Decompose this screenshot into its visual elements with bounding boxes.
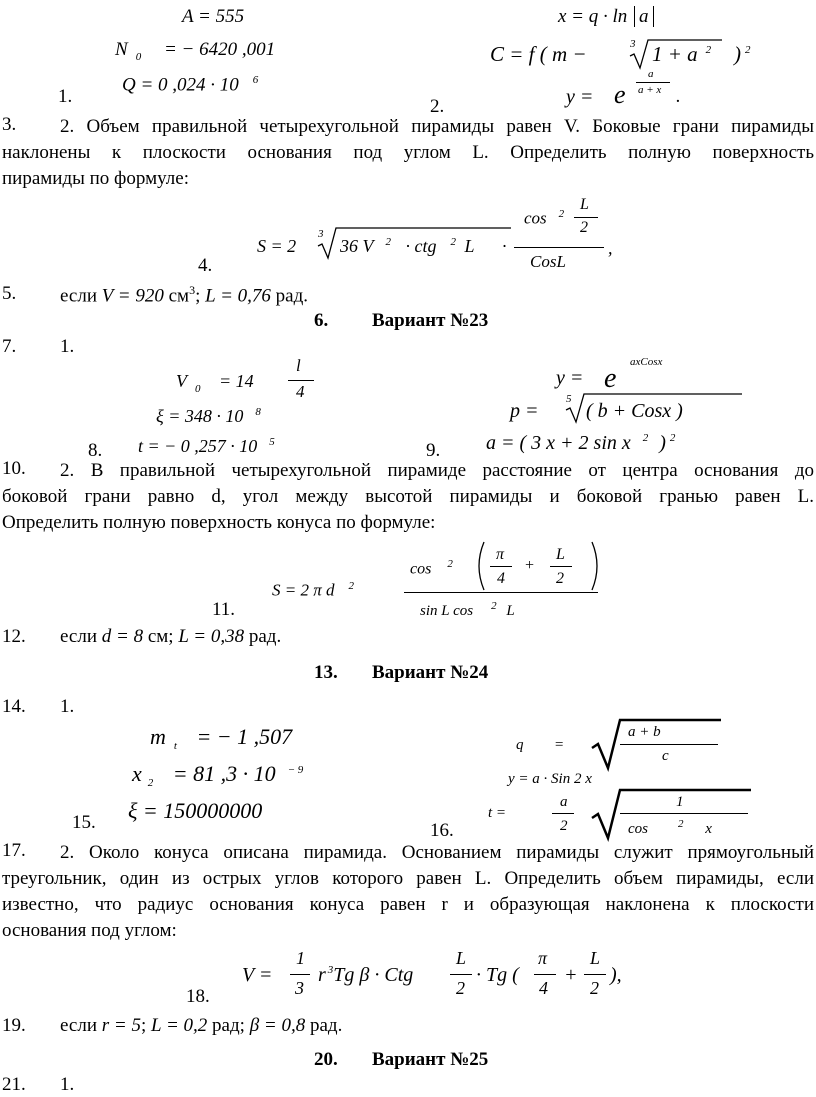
formula-N-var: N	[115, 39, 128, 60]
formula-t2-rden-exp: 2	[678, 818, 684, 830]
formula-V-plus: +	[564, 964, 578, 986]
condition-unit: см	[163, 285, 190, 307]
paragraph-task	[2, 840, 814, 944]
paragraph-line: треугольник, один из острых углов которого равен L. Определить объем пирамиды, если	[2, 868, 814, 889]
formula-C-radicand-exp: 2	[705, 44, 712, 56]
formula-S-num-cos: cos	[524, 208, 547, 228]
formula-t2-rden-cos: cos	[628, 821, 648, 837]
fraction-line	[450, 974, 472, 975]
formula-V0-eq: = 14	[219, 371, 254, 391]
formula-S2-num-cos: cos	[410, 560, 432, 578]
formula-q-eq: =	[554, 737, 565, 753]
formula-S-dot: ·	[502, 236, 507, 256]
formula-C-radicand-body: 1 + a	[652, 42, 698, 66]
item-number: 21.	[2, 1074, 26, 1095]
formula-V-f2-den: 2	[456, 978, 465, 998]
formula-V-f2-num: L	[456, 948, 467, 968]
formula-V-close: ),	[610, 964, 622, 986]
formula-m-rest: = − 1 ,507	[196, 724, 293, 749]
condition-prefix: если	[60, 285, 102, 307]
item-number: 7.	[2, 336, 17, 357]
paragraph-line: Определить полную поверхность конуса по формуле:	[2, 512, 436, 533]
item-number: 10.	[2, 458, 26, 479]
subtask-number: 1.	[60, 336, 75, 357]
paragraph-task	[2, 114, 814, 192]
formula-V-f3-den: 4	[539, 978, 548, 998]
formula-q: q	[516, 737, 524, 753]
formula-S-denominator: CosL	[530, 252, 566, 271]
formula-C	[490, 42, 587, 67]
paragraph-task	[2, 458, 814, 536]
formula-S2-body: S = 2 π d	[272, 580, 335, 600]
formula-Q-exp: 6	[252, 74, 259, 86]
condition-r: r = 5	[101, 1015, 141, 1036]
formula-t2-num: a	[560, 794, 568, 810]
formula-a-paren: )	[659, 432, 666, 454]
condition-prefix: если	[60, 626, 102, 647]
formula-A: A = 555	[182, 6, 245, 27]
formula-Q-body: Q = 0 ,024 · 10	[122, 74, 239, 96]
formula-x2-exp: − 9	[287, 763, 304, 776]
paragraph-line: известно, что радиус основания конуса равен r и образующая наклонена к плоскости	[2, 894, 814, 915]
formula-S-comma: ,	[608, 238, 613, 258]
condition-beta: β = 0,8	[249, 1015, 306, 1036]
item-number: 17.	[2, 840, 26, 861]
formula-S-num-exp: 2	[558, 208, 565, 220]
formula-p-radicand: ( b + Cosx )	[586, 400, 683, 422]
formula-V-f1-den: 3	[295, 978, 304, 998]
paragraph-line: 2. Объем правильной четырехугольной пирамиды равен V. Боковые грани пирамиды	[60, 116, 814, 137]
formula-V0-sub: 0	[195, 382, 201, 395]
formula-S2	[272, 580, 354, 601]
condition-d: d = 8	[101, 626, 144, 647]
formula-y-exp-den: a + x	[638, 84, 662, 96]
heading-number: 20.	[314, 1049, 338, 1070]
formula-V-f1-num: 1	[296, 948, 305, 968]
formula-V-r-exp: 3	[327, 964, 334, 977]
subtask-number: 1.	[60, 696, 75, 717]
condition-unit: рад.	[270, 285, 308, 307]
formula-y-exp-num: a	[648, 68, 654, 80]
item-number: 14.	[2, 696, 26, 717]
condition-line	[60, 1015, 342, 1037]
fraction-line	[514, 247, 604, 248]
formula-y2-exp: axCosx	[630, 356, 663, 368]
formula-C-exp: 2	[745, 44, 751, 56]
formula-V-tg2: · Tg (	[476, 964, 519, 986]
item-number: 4.	[198, 255, 213, 276]
formula-C-radicand	[652, 42, 711, 67]
formula-a-body: a = ( 3 x + 2 sin x	[486, 432, 631, 454]
fraction-line	[584, 974, 606, 975]
formula-S-num-L: L	[580, 196, 589, 213]
formula-x-body: x = q · ln	[558, 6, 628, 27]
condition-unit: см;	[143, 626, 179, 647]
formula-S2-den-L: L	[506, 603, 515, 619]
fraction-line	[404, 592, 598, 593]
formula-y2-base: e	[604, 363, 617, 394]
item-number: 11.	[212, 599, 236, 620]
item-number: 15.	[72, 812, 96, 833]
formula-V: V =	[242, 964, 273, 986]
formula-x-abs: a	[634, 6, 654, 27]
paragraph-line: 2. В правильной четырехугольной пирамиде расстояние от центра основания до	[60, 460, 814, 481]
formula-N	[115, 39, 275, 63]
formula-t-exp: 5	[269, 436, 275, 448]
fraction-line	[620, 813, 748, 814]
formula-C-left: C = f ( m −	[490, 42, 587, 66]
formula-S2-two: 2	[556, 570, 564, 587]
formula-a	[486, 432, 675, 455]
formula-C-root-index: 3	[630, 38, 636, 50]
formula-x2-rest: = 81 ,3 · 10	[172, 761, 276, 786]
formula-S-radicand-v: 36 V	[340, 236, 374, 256]
condition-sep: ;	[195, 285, 206, 307]
variant-heading: Вариант №25	[372, 1049, 489, 1070]
formula-V0-den: 4	[296, 382, 305, 401]
formula-V0-num: l	[296, 356, 301, 375]
formula-xi	[156, 406, 261, 427]
item-number: 8.	[88, 440, 103, 461]
formula-C-close	[734, 42, 751, 67]
condition-L: L = 0,2	[151, 1015, 208, 1036]
formula-N-sub: 0	[135, 50, 142, 63]
formula-S2-den-body: sin L cos	[420, 603, 474, 619]
condition-unit: рад;	[207, 1015, 250, 1036]
formula-t2-den: 2	[560, 818, 568, 834]
condition-prefix: если	[60, 1015, 102, 1036]
condition-L: L = 0,38	[178, 626, 245, 647]
fraction-line	[620, 744, 718, 745]
formula-S: S = 2	[257, 236, 297, 256]
formula-V-r	[318, 964, 413, 987]
condition-sep: ;	[140, 1015, 151, 1036]
formula-x2	[132, 761, 303, 789]
formula-a-exp2: 2	[669, 432, 676, 445]
formula-y3: y = a · Sin 2 x	[508, 771, 592, 787]
fraction-line	[574, 217, 598, 218]
formula-xi-exp: 8	[255, 406, 261, 418]
formula-S2-den	[420, 600, 515, 620]
formula-S-radicand-ctg: · ctg	[405, 236, 437, 256]
item-number: 2.	[430, 96, 445, 117]
formula-t2: t =	[488, 805, 507, 821]
formula-V-f4-den: 2	[590, 978, 599, 998]
formula-xi2: ξ = 150000000	[128, 798, 263, 823]
formula-V-r-var: r	[318, 964, 326, 986]
formula-S2-L: L	[556, 546, 565, 563]
formula-S-num-2: 2	[580, 219, 588, 236]
paragraph-line: боковой грани равно d, угол между высотой пирамиды и боковой гранью равен L.	[2, 486, 814, 507]
formula-y-base: e	[614, 80, 626, 109]
condition-L: L = 0,76	[205, 285, 271, 307]
formula-S2-pi: π	[496, 546, 505, 563]
condition-unit-exp: 3	[189, 283, 196, 297]
formula-m	[150, 724, 292, 752]
formula-C-paren: )	[734, 42, 741, 66]
formula-V-tg: Tg β · Ctg	[333, 964, 414, 986]
formula-t2-rnum: 1	[676, 794, 684, 810]
formula-y-dot: .	[676, 86, 681, 107]
condition-unit: рад.	[244, 626, 282, 647]
formula-x	[558, 6, 654, 28]
formula-t	[138, 436, 275, 457]
fraction-line	[636, 82, 670, 83]
fraction-line	[552, 813, 574, 814]
formula-x2-sub: 2	[147, 777, 154, 790]
formula-S-radicand-exp: 2	[385, 236, 391, 248]
formula-S2-den-exp: 2	[491, 600, 497, 612]
fraction-line	[550, 566, 572, 567]
formula-t-body: t = − 0 ,257 · 10	[138, 436, 258, 456]
formula-p-root-index: 5	[566, 393, 572, 405]
formula-S2-num	[410, 558, 453, 578]
formula-N-rest: = − 6420 ,001	[163, 39, 276, 60]
item-number: 9.	[426, 440, 441, 461]
heading-number: 13.	[314, 662, 338, 683]
formula-q-num: a + b	[628, 724, 661, 740]
fraction-line	[490, 566, 512, 567]
formula-y: y =	[566, 86, 594, 108]
condition-V: V = 920	[101, 285, 164, 307]
formula-S2-plus: +	[524, 557, 535, 574]
item-number: 12.	[2, 626, 26, 647]
heading-number: 6.	[314, 310, 329, 331]
formula-S2-num-exp: 2	[447, 558, 453, 570]
paragraph-line: 2. Около конуса описана пирамида. Основанием пирамиды служит прямоугольный	[60, 842, 814, 863]
formula-S-radicand-L: L	[464, 236, 475, 256]
formula-t2-rden	[628, 818, 712, 838]
subtask-number: 1.	[60, 1074, 75, 1095]
formula-S2-four: 4	[497, 570, 505, 587]
item-number: 5.	[2, 283, 17, 304]
formula-y2: y =	[556, 367, 584, 389]
item-number: 18.	[186, 986, 210, 1007]
formula-a-exp: 2	[642, 432, 649, 445]
item-number: 1.	[58, 86, 73, 107]
formula-S-radicand	[340, 236, 475, 257]
condition-line	[60, 626, 281, 648]
formula-V-f4-num: L	[590, 948, 601, 968]
item-number: 16.	[430, 820, 454, 841]
formula-x2-var: x	[132, 761, 142, 786]
formula-p: p =	[510, 400, 539, 422]
fraction-line	[290, 974, 310, 975]
formula-q-den: c	[662, 748, 669, 764]
formula-xi-body: ξ = 348 · 10	[156, 406, 244, 426]
formula-S2-exp: 2	[348, 580, 354, 592]
variant-heading: Вариант №23	[372, 310, 489, 331]
formula-V0-var: V	[176, 371, 187, 391]
fraction-line	[288, 380, 314, 381]
paragraph-line: пирамиды по формуле:	[2, 168, 189, 189]
formula-S-root-index: 3	[318, 228, 324, 240]
paragraph-line: наклонены к плоскости основания под углом L. Определить полную поверхность	[2, 142, 814, 163]
item-number: 3.	[2, 114, 17, 135]
formula-V-f3-num: π	[538, 948, 548, 968]
variant-heading: Вариант №24	[372, 662, 489, 683]
item-number: 19.	[2, 1015, 26, 1036]
formula-S-radicand-exp2: 2	[450, 236, 456, 248]
formula-t2-rden-x: x	[705, 821, 712, 837]
formula-Q	[122, 74, 258, 96]
formula-m-sub: t	[173, 740, 177, 753]
fraction-line	[534, 974, 556, 975]
formula-S-numerator	[524, 208, 564, 229]
paragraph-line: основания под углом:	[2, 920, 177, 941]
condition-unit: рад.	[305, 1015, 343, 1036]
formula-V0	[176, 371, 254, 395]
formula-m-var: m	[150, 724, 166, 749]
condition-line	[60, 283, 308, 307]
